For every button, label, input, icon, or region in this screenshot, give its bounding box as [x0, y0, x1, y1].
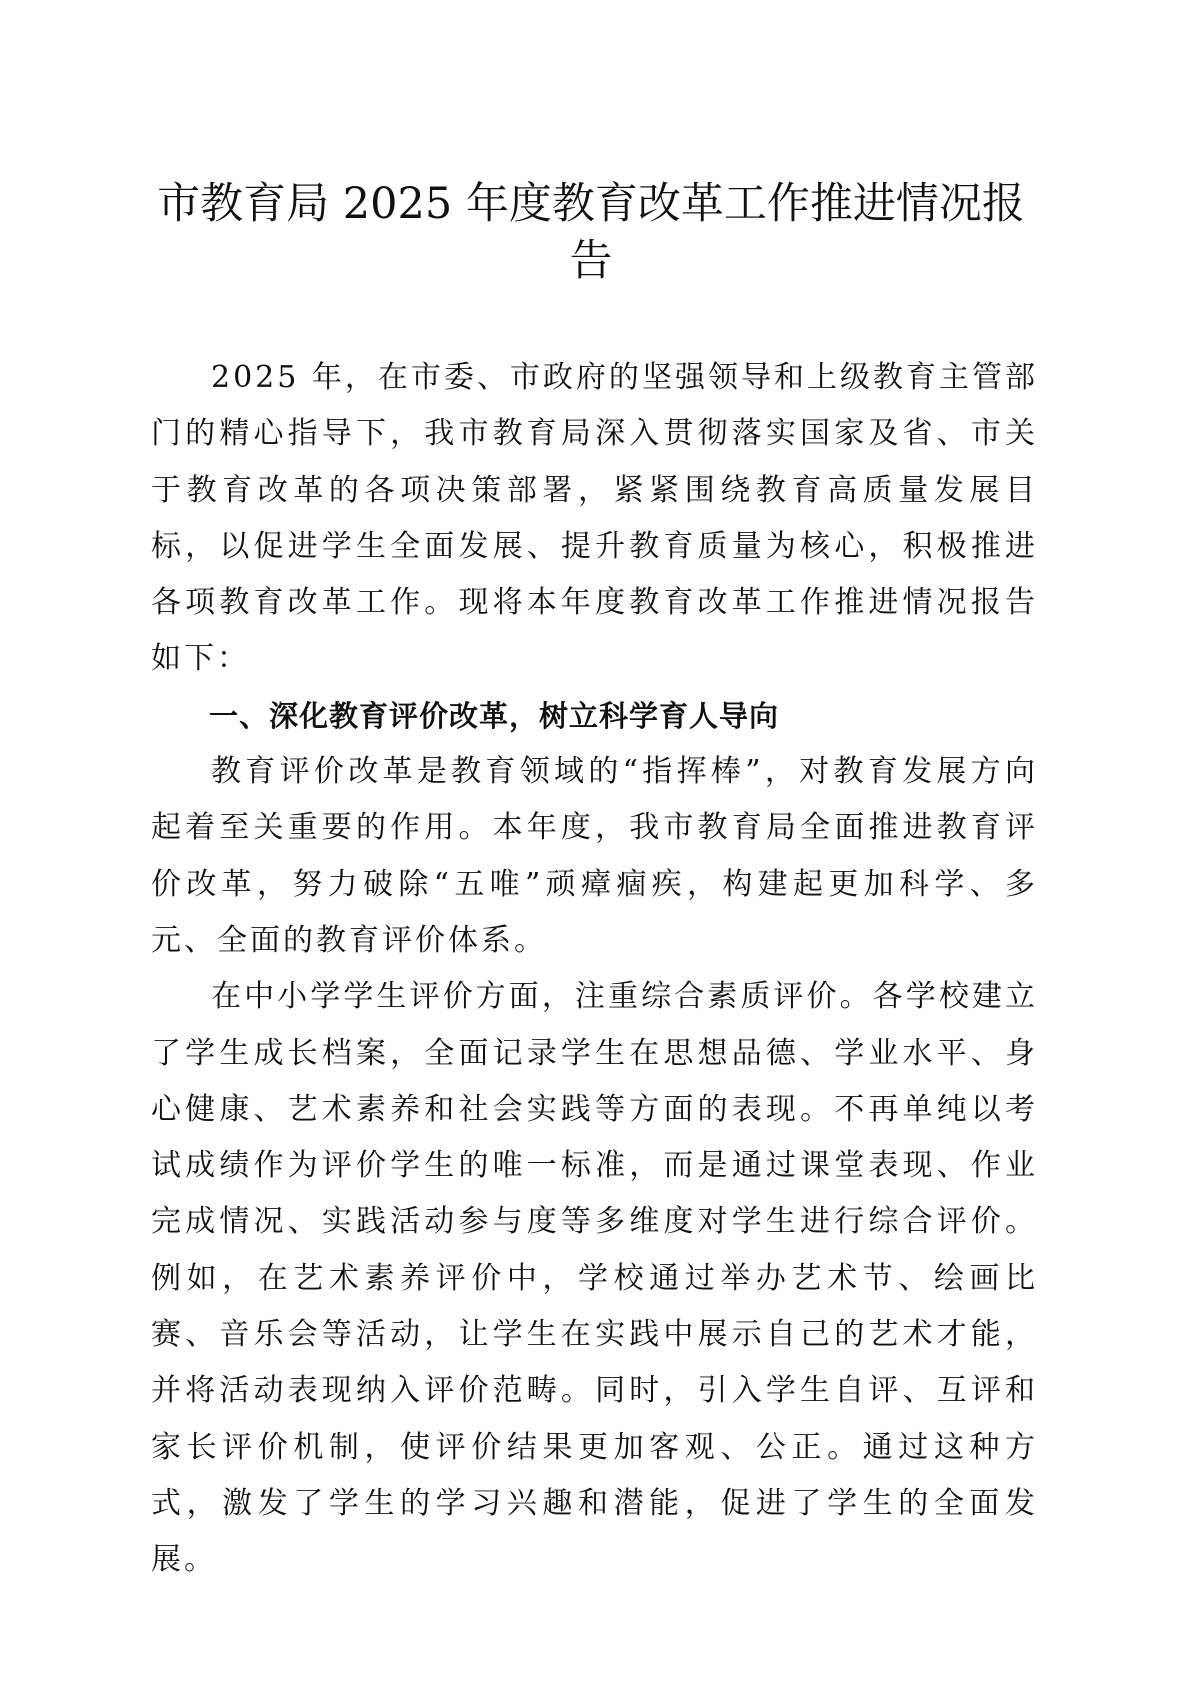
- document-title: [146, 176, 1036, 290]
- section-heading-1: 一、深化教育评价改革，树立科学育人导向: [209, 698, 780, 733]
- section-1-paragraph-1: 教育评价改革是教育领域的“指挥棒”，对教育发展方向起着至关重要的作用。本年度，我市教育局全面推进教育评价改革，努力破除“五唯”顽瘴痼疾，构建起更加科学、多元、全面的教育评价体系。: [151, 754, 1038, 958]
- intro-paragraph: 2025 年，在市委、市政府的坚强领导和上级教育主管部门的精心指导下，我市教育局深入贯彻落实国家及省、市关于教育改革的各项决策部署，紧紧围绕教育高质量发展目标，以促进学生全面发展、提升教育质量为核心，积极推进各项教育改革工作。现将本年度教育改革工作推进情况报告如下：: [151, 360, 1038, 677]
- document-body: [151, 350, 1038, 1589]
- document-title-line-2: 告: [569, 236, 613, 286]
- document-title-line-1: 市教育局 2025 年度教育改革工作推进情况报: [157, 179, 1025, 229]
- section-1-paragraph-2: 在中小学学生评价方面，注重综合素质评价。各学校建立了学生成长档案，全面记录学生在思想品德、学业水平、身心健康、艺术素养和社会实践等方面的表现。不再单纯以考试成绩作为评价学生的唯一标准，而是通过课堂表现、作业完成情况、实践活动参与度等多维度对学生进行综合评价。例如，在艺术素养评价中，学校通过举办艺术节、绘画比赛、音乐会等活动，让学生在实践中展示自己的艺术才能，并将活动表现纳入评价范畴。同时，引入学生自评、互评和家长评价机制，使评价结果更加客观、公正。通过这种方式，激发了学生的学习兴趣和潜能，促进了学生的全面发展。: [151, 979, 1038, 1578]
